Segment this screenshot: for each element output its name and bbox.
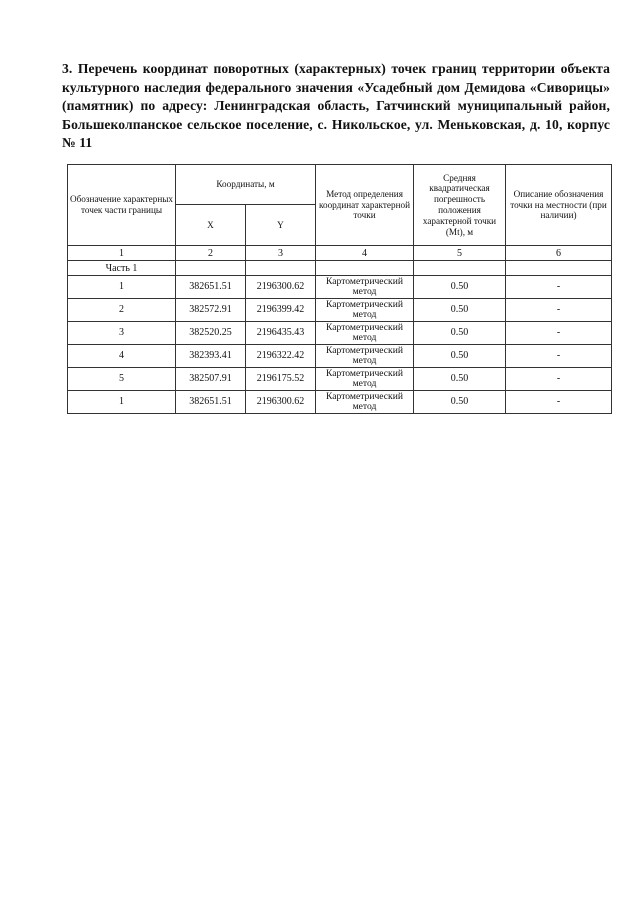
- error-cell: 0.50: [414, 345, 506, 368]
- x-coordinate: 382572.91: [176, 299, 246, 322]
- point-number: 4: [68, 345, 176, 368]
- error-cell: 0.50: [414, 322, 506, 345]
- description-cell: -: [506, 345, 612, 368]
- column-number: 6: [506, 246, 612, 261]
- method-cell: Картометрический метод: [316, 368, 414, 391]
- column-number: 4: [316, 246, 414, 261]
- table-row: [68, 391, 612, 414]
- description-cell: -: [506, 391, 612, 414]
- header-point-designation: Обозначение характерных точек части границы: [68, 165, 176, 246]
- point-number: 3: [68, 322, 176, 345]
- column-number: 5: [414, 246, 506, 261]
- table-row: [68, 276, 612, 299]
- x-coordinate: 382520.25: [176, 322, 246, 345]
- x-coordinate: 382651.51: [176, 391, 246, 414]
- description-cell: -: [506, 276, 612, 299]
- column-number: 3: [246, 246, 316, 261]
- description-cell: -: [506, 322, 612, 345]
- point-number: 5: [68, 368, 176, 391]
- point-number: 2: [68, 299, 176, 322]
- error-cell: 0.50: [414, 276, 506, 299]
- method-cell: Картометрический метод: [316, 345, 414, 368]
- error-cell: 0.50: [414, 391, 506, 414]
- header-y: Y: [246, 205, 316, 246]
- header-method: Метод определения координат характерной точки: [316, 165, 414, 246]
- y-coordinate: 2196300.62: [246, 276, 316, 299]
- table-row: [68, 299, 612, 322]
- y-coordinate: 2196175.52: [246, 368, 316, 391]
- x-coordinate: 382393.41: [176, 345, 246, 368]
- y-coordinate: 2196300.62: [246, 391, 316, 414]
- y-coordinate: 2196435.43: [246, 322, 316, 345]
- header-coordinates: Координаты, м: [176, 165, 316, 205]
- header-error: Средняя квадратическая погрешность положения характерной точки (Mt), м: [414, 165, 506, 246]
- column-number: 2: [176, 246, 246, 261]
- method-cell: Картометрический метод: [316, 391, 414, 414]
- part-row: [68, 261, 612, 276]
- description-cell: -: [506, 368, 612, 391]
- y-coordinate: 2196322.42: [246, 345, 316, 368]
- table-row: [68, 368, 612, 391]
- coordinates-table: [67, 164, 612, 414]
- x-coordinate: 382507.91: [176, 368, 246, 391]
- method-cell: Картометрический метод: [316, 299, 414, 322]
- column-number: 1: [68, 246, 176, 261]
- table-row: [68, 322, 612, 345]
- column-number-row: [68, 246, 612, 261]
- x-coordinate: 382651.51: [176, 276, 246, 299]
- header-description: Описание обозначения точки на местности (при наличии): [506, 165, 612, 246]
- table-row: [68, 345, 612, 368]
- error-cell: 0.50: [414, 299, 506, 322]
- method-cell: Картометрический метод: [316, 322, 414, 345]
- part-label: Часть 1: [68, 261, 176, 276]
- document-heading: 3. Перечень координат поворотных (характерных) точек границ территории объекта культурного наследия федерального значения «Усадебный дом Демидова «Сиворицы» (памятник) по адресу: Ленинградская область, Гатчинский муниципальный район, Большеколпанское сельское поселение, с. Никольское, ул. Меньковская, д. 10, корпус № 11: [62, 61, 610, 150]
- error-cell: 0.50: [414, 368, 506, 391]
- point-number: 1: [68, 276, 176, 299]
- header-x: X: [176, 205, 246, 246]
- point-number: 1: [68, 391, 176, 414]
- y-coordinate: 2196399.42: [246, 299, 316, 322]
- method-cell: Картометрический метод: [316, 276, 414, 299]
- description-cell: -: [506, 299, 612, 322]
